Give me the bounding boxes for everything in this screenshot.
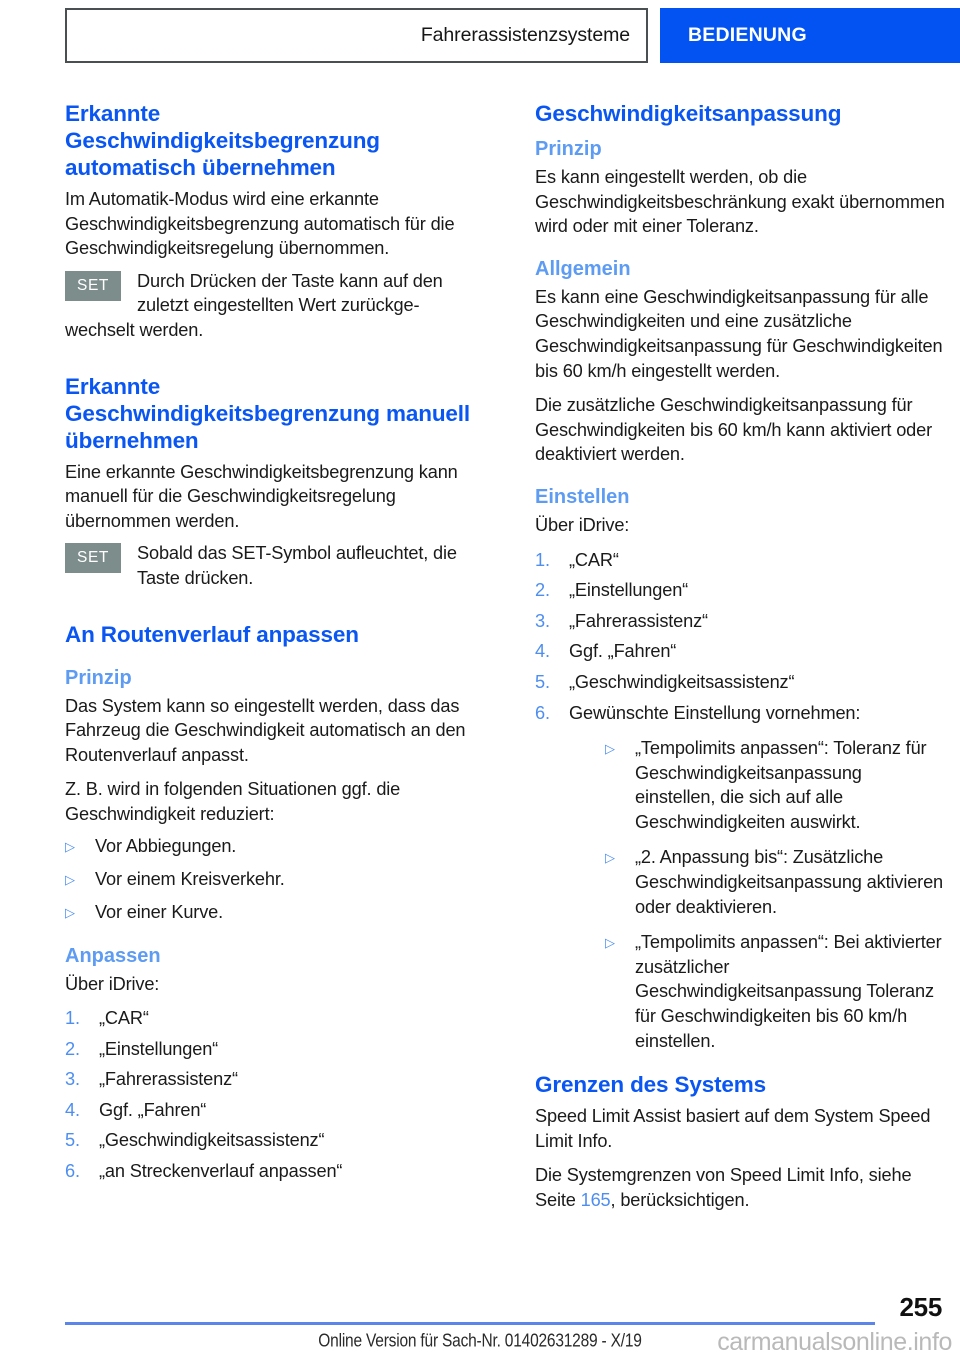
paragraph-grenzen-2-before: Die Systemgrenzen von Speed Limit Info, siehe Seite: [535, 1165, 912, 1210]
numbered-list-anpassen: [65, 1006, 475, 1184]
footer-divider: [65, 1322, 875, 1325]
section-label: BEDIENUNG: [688, 24, 807, 46]
list-number: 6.: [535, 702, 550, 723]
list-item-label: „Geschwindigkeitsassistenz“: [569, 671, 795, 692]
watermark: carmanualsonline.info: [717, 1328, 952, 1356]
paragraph-routenverlauf-1: Das System kann so eingestellt werden, dass das Fahrzeug die Geschwindigkeit automatisch an den Routenverlauf anpasst.: [65, 695, 466, 765]
list-number: 2.: [65, 1038, 80, 1059]
list-number: 2.: [535, 580, 550, 601]
bullet-list-situationen: [65, 834, 475, 926]
paragraph-prinzip-right: Es kann eingestellt werden, ob die Geschwindigkeitsbeschränkung exakt übernommen wird oder mit einer Toleranz.: [535, 167, 945, 237]
footer-note: Online Version für Sach-Nr. 01402631289 - X/19: [318, 1331, 642, 1352]
list-item-label: Ggf. „Fahren“: [99, 1099, 207, 1120]
paragraph-ueber-idrive-right: Über iDrive:: [535, 514, 630, 535]
paragraph-allgemein-2: Die zusätzliche Geschwindigkeitsanpassung für Geschwindigkeiten bis 60 km/h kann aktiviert oder deaktiviert werden.: [535, 395, 933, 465]
list-number: 1.: [65, 1008, 80, 1029]
paragraph-automatisch: Im Automatik-Modus wird eine erkannte Geschwindigkeitsbegrenzung automatisch für die Geschwindigkeitsregelung übernommen.: [65, 189, 455, 259]
list-item: [605, 930, 945, 1053]
callout-set-manuell: [65, 541, 475, 590]
paragraph-grenzen-2: [535, 1163, 945, 1212]
numbered-list-einstellen: [535, 548, 945, 1054]
content-columns: [65, 100, 945, 1217]
list-item-label: Vor einem Kreisverkehr.: [95, 868, 285, 889]
triangle-bullet-icon: ▷: [65, 871, 75, 887]
page-number: 255: [899, 1292, 942, 1322]
paragraph-grenzen-1: Speed Limit Assist basiert auf dem System Speed Limit Info.: [535, 1106, 931, 1151]
heading-routenverlauf: An Routenverlauf anpassen: [65, 621, 359, 647]
list-item: [65, 834, 475, 860]
subheading-anpassen: Anpassen: [65, 944, 161, 967]
list-number: 5.: [65, 1130, 80, 1151]
list-item-label: „CAR“: [99, 1008, 149, 1029]
list-item: [65, 1037, 475, 1062]
spacer: [65, 591, 475, 621]
subheading-einstellen: Einstellen: [535, 485, 630, 508]
spacer: [535, 1053, 945, 1071]
subheading-prinzip-right: Prinzip: [535, 138, 602, 160]
list-number: 3.: [535, 610, 550, 631]
list-item: [535, 548, 945, 573]
list-number: 6.: [65, 1161, 80, 1182]
list-item-label: „Fahrerassistenz“: [569, 610, 708, 631]
set-button-icon: SET: [65, 271, 121, 301]
list-item-label: Ggf. „Fahren“: [569, 641, 677, 662]
list-item-wrapper: [569, 701, 945, 1054]
callout-set-automatisch: [65, 269, 475, 318]
triangle-bullet-icon: ▷: [65, 904, 75, 920]
triangle-bullet-icon: ▷: [605, 741, 615, 757]
list-item: [535, 639, 945, 664]
list-item-label: „CAR“: [569, 549, 619, 570]
list-item-label: „Tempolimits anpassen“: Toleranz für Geschwindigkeitsanpassung einstellen, die sich auf alle Geschwindigkeiten auswirkt.: [635, 738, 927, 832]
list-item: [65, 1006, 475, 1031]
paragraph-grenzen-2-after: , berücksichtigen.: [610, 1190, 750, 1210]
triangle-bullet-icon: ▷: [65, 838, 75, 854]
left-column: [65, 100, 475, 1217]
paragraph-manuell: Eine erkannte Geschwindigkeitsbegrenzung kann manuell für die Geschwindigkeitsregelung übernommen werden.: [65, 461, 458, 531]
list-number: 3.: [65, 1069, 80, 1090]
set-button-icon: SET: [65, 543, 121, 573]
list-item: [535, 609, 945, 634]
heading-grenzen-des-systems: Grenzen des Systems: [535, 1072, 767, 1098]
heading-erkannte-manuell: Erkannte Geschwindigkeitsbegrenzung manuell übernehmen: [65, 373, 470, 453]
list-item: [65, 1128, 475, 1153]
list-item: [65, 900, 475, 926]
heading-erkannte-automatisch: Erkannte Geschwindigkeitsbegrenzung automatisch übernehmen: [65, 101, 380, 180]
list-item-label: Vor Abbiegungen.: [95, 835, 237, 856]
page-reference-link[interactable]: 165: [580, 1190, 611, 1210]
subheading-allgemein: Allgemein: [535, 257, 631, 280]
triangle-bullet-icon: ▷: [605, 850, 615, 866]
callout-text-manuell: Sobald das SET-Symbol aufleuchtet, die Taste drücken.: [137, 543, 457, 588]
page-header: [65, 8, 960, 63]
callout-text-automatisch: Durch Drücken der Taste kann auf den zuletzt eingestellten Wert zurückge-: [137, 270, 443, 316]
list-item: [65, 1098, 475, 1123]
list-item: [605, 845, 945, 919]
list-item: [65, 1159, 475, 1184]
sub-bullet-list-einstellungen: [605, 736, 945, 1053]
subheading-prinzip-left: Prinzip: [65, 666, 132, 689]
spacer: [65, 343, 475, 373]
list-item: [605, 736, 945, 834]
list-item: [65, 867, 475, 893]
chapter-title: Fahrerassistenzsysteme: [420, 24, 630, 46]
chapter-title-box: [65, 8, 648, 63]
section-label-box: [660, 8, 960, 63]
paragraph-ueber-idrive-left: Über iDrive:: [65, 973, 160, 994]
list-item-label: „2. Anpassung bis“: Zusätzliche Geschwindigkeitsanpassung aktivieren oder deaktivieren.: [635, 847, 944, 917]
list-item-label: Vor einer Kurve.: [95, 901, 224, 922]
list-number: 4.: [65, 1099, 80, 1120]
list-item-label: „Tempolimits anpassen“: Bei aktivierter zusätzlicher Geschwindigkeitsanpassung Toleranz für Geschwindigkeiten bis 60 km/h einstellen.: [635, 932, 942, 1051]
right-column: [535, 100, 945, 1217]
callout-continuation-automatisch: wechselt werden.: [65, 319, 204, 340]
triangle-bullet-icon: ▷: [605, 935, 615, 951]
paragraph-allgemein-1: Es kann eine Geschwindigkeitsanpassung für alle Geschwindigkeiten und eine zusätzliche Geschwindigkeitsanpassung für Geschwindigkeiten bis 60 km/h eingestellt werden.: [535, 286, 943, 381]
list-number: 5.: [535, 671, 550, 692]
list-number: 1.: [535, 549, 550, 570]
list-item: [65, 1067, 475, 1092]
paragraph-routenverlauf-2: Z. B. wird in folgenden Situationen ggf. die Geschwindigkeit reduziert:: [65, 779, 401, 824]
list-item-label: „Geschwindigkeitsassistenz“: [99, 1130, 325, 1151]
list-item-label: Gewünschte Einstellung vornehmen:: [569, 702, 861, 723]
list-item: [535, 578, 945, 603]
list-item: [535, 670, 945, 695]
list-item-label: „Einstellungen“: [569, 580, 689, 601]
list-item-label: „an Streckenverlauf anpassen“: [99, 1161, 343, 1182]
list-item-label: „Einstellungen“: [99, 1038, 219, 1059]
heading-geschwindigkeitsanpassung: Geschwindigkeitsanpassung: [535, 101, 842, 126]
list-item-label: „Fahrerassistenz“: [99, 1069, 238, 1090]
list-item: [535, 701, 945, 1054]
list-number: 4.: [535, 641, 550, 662]
